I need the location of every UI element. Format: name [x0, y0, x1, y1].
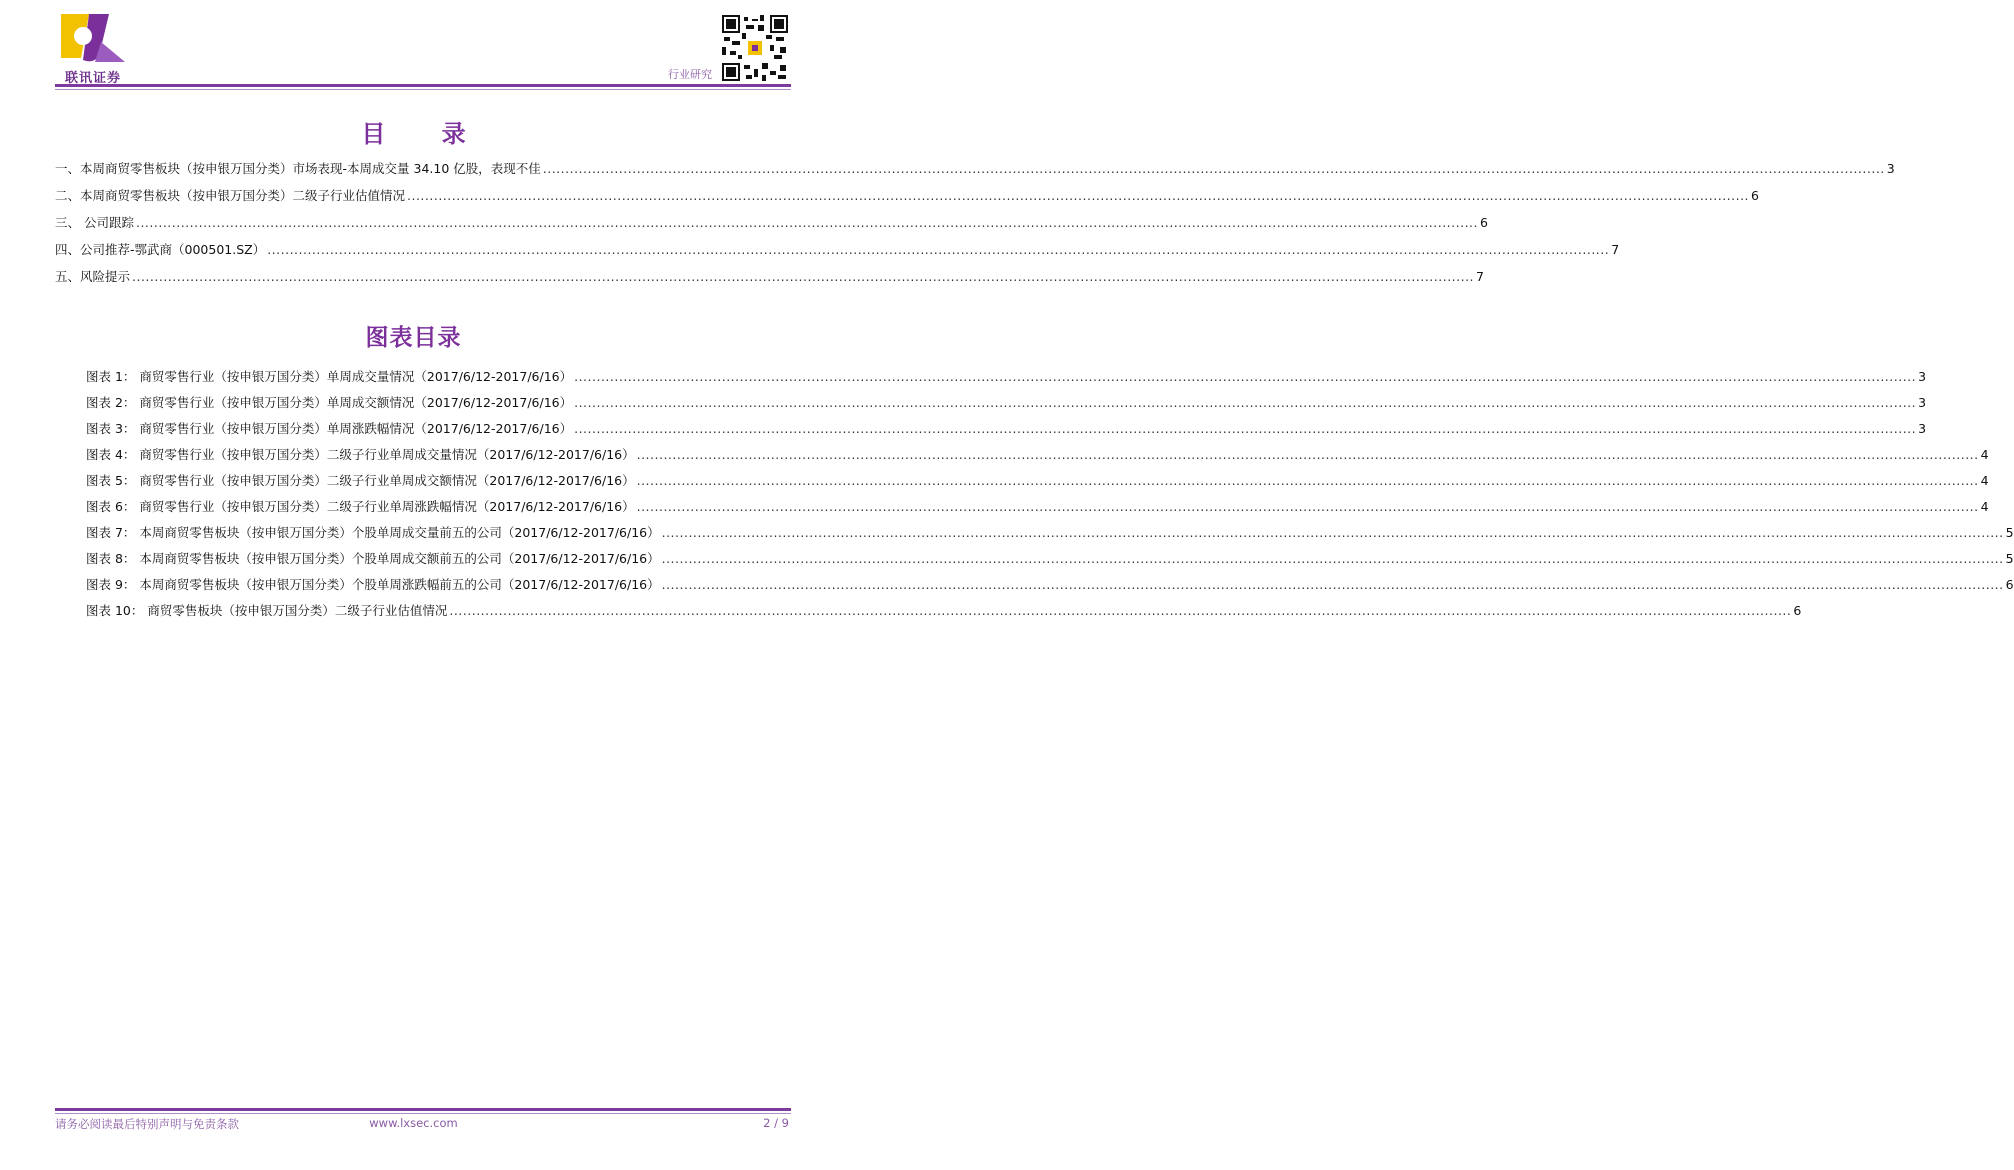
- figure-entry[interactable]: [86, 603, 1802, 619]
- dot-leader: ............................................................................................................................................................................................................................................................................................................: [661, 577, 2004, 592]
- figure-entry-page: 3: [1918, 369, 1927, 384]
- figure-entry[interactable]: [86, 395, 1927, 411]
- figure-entry[interactable]: [86, 577, 2014, 593]
- figure-entry[interactable]: [86, 551, 2014, 567]
- figure-entry-label: 图表 9： 本周商贸零售板块（按申银万国分类）个股单周涨跌幅前五的公司（2017/6/12-2017/6/16）: [86, 577, 660, 592]
- dot-leader: ............................................................................................................................................................................................................................................................................................................: [407, 188, 1750, 203]
- dot-leader: ............................................................................................................................................................................................................................................................................................................: [574, 421, 1917, 436]
- dot-leader: ............................................................................................................................................................................................................................................................................................................: [135, 215, 1479, 230]
- toc-entry-label: 二、本周商贸零售板块（按申银万国分类）二级子行业估值情况: [55, 188, 406, 203]
- figure-entry-page: 4: [1980, 447, 1989, 462]
- figure-entry[interactable]: [86, 369, 1927, 385]
- toc-entry[interactable]: [55, 269, 1484, 285]
- footer-website-link[interactable]: www.lxsec.com: [369, 1116, 458, 1130]
- dot-leader: ............................................................................................................................................................................................................................................................................................................: [267, 242, 1610, 257]
- dot-leader: ............................................................................................................................................................................................................................................................................................................: [661, 525, 2004, 540]
- dot-leader: ............................................................................................................................................................................................................................................................................................................: [636, 447, 1979, 462]
- logo-mark-icon: [59, 10, 127, 66]
- figure-entry-page: 6: [1793, 603, 1802, 618]
- figure-entry-label: 图表 1： 商贸零售行业（按申银万国分类）单周成交量情况（2017/6/12-2017/6/16）: [86, 369, 573, 384]
- dot-leader: ............................................................................................................................................................................................................................................................................................................: [132, 269, 1475, 284]
- footer-divider-thin: [55, 1113, 791, 1114]
- figure-entry[interactable]: [86, 499, 1989, 515]
- qr-code-icon: [722, 15, 788, 81]
- figure-entry-label: 图表 6： 商贸零售行业（按申银万国分类）二级子行业单周涨跌幅情况（2017/6/12-2017/6/16）: [86, 499, 635, 514]
- header-divider-thin: [55, 89, 791, 90]
- footer-divider: [55, 1108, 791, 1111]
- figure-entry-page: 5: [2005, 525, 2014, 540]
- figure-entry-label: 图表 10： 商贸零售板块（按申银万国分类）二级子行业估值情况: [86, 603, 448, 618]
- toc-entry-page: 7: [1476, 269, 1484, 284]
- footer-disclaimer: 请务必阅读最后特别声明与免责条款: [55, 1117, 239, 1131]
- dot-leader: ............................................................................................................................................................................................................................................................................................................: [574, 395, 1917, 410]
- figure-entry-page: 3: [1918, 421, 1927, 436]
- dot-leader: ............................................................................................................................................................................................................................................................................................................: [636, 499, 1979, 514]
- dot-leader: ............................................................................................................................................................................................................................................................................................................: [542, 161, 1885, 176]
- toc-entry[interactable]: [55, 215, 1488, 231]
- toc-entry-label: 五、风险提示: [55, 269, 131, 284]
- figure-entry-page: 3: [1918, 395, 1927, 410]
- figure-entry[interactable]: [86, 525, 2014, 541]
- toc-entry-page: 6: [1480, 215, 1488, 230]
- toc-entry-label: 四、公司推荐-鄂武商（000501.SZ）: [55, 242, 266, 257]
- figure-entry-label: 图表 2： 商贸零售行业（按申银万国分类）单周成交额情况（2017/6/12-2017/6/16）: [86, 395, 573, 410]
- toc-entry[interactable]: [55, 161, 1895, 177]
- toc-entry-page: 7: [1611, 242, 1620, 257]
- company-logo: [55, 10, 131, 84]
- figure-entry-label: 图表 7： 本周商贸零售板块（按申银万国分类）个股单周成交量前五的公司（2017/6/12-2017/6/16）: [86, 525, 660, 540]
- figure-entry[interactable]: [86, 447, 1989, 463]
- figure-entry-label: 图表 3： 商贸零售行业（按申银万国分类）单周涨跌幅情况（2017/6/12-2017/6/16）: [86, 421, 573, 436]
- figure-entry-label: 图表 8： 本周商贸零售板块（按申银万国分类）个股单周成交额前五的公司（2017/6/12-2017/6/16）: [86, 551, 660, 566]
- page-header: [0, 0, 827, 92]
- figure-entry-page: 6: [2005, 577, 2014, 592]
- footer-page-number: 2 / 9: [763, 1116, 789, 1130]
- figure-entry-label: 图表 5： 商贸零售行业（按申银万国分类）二级子行业单周成交额情况（2017/6/12-2017/6/16）: [86, 473, 635, 488]
- dot-leader: ............................................................................................................................................................................................................................................................................................................: [661, 551, 2004, 566]
- dot-leader: ............................................................................................................................................................................................................................................................................................................: [449, 603, 1792, 618]
- toc-title: 目 录: [361, 119, 490, 148]
- toc-entry-page: 6: [1751, 188, 1759, 203]
- toc-entry[interactable]: [55, 188, 1759, 204]
- figure-entry-page: 5: [2005, 551, 2014, 566]
- header-divider: [55, 84, 791, 87]
- dot-leader: ............................................................................................................................................................................................................................................................................................................: [574, 369, 1917, 384]
- toc-entry-label: 一、本周商贸零售板块（按申银万国分类）市场表现-本周成交量 34.10 亿股，表现不佳: [55, 161, 541, 176]
- toc-entry-label: 三、 公司跟踪: [55, 215, 134, 230]
- figure-entry[interactable]: [86, 421, 1927, 437]
- toc-entry-page: 3: [1886, 161, 1895, 176]
- figure-entry-label: 图表 4： 商贸零售行业（按申银万国分类）二级子行业单周成交量情况（2017/6/12-2017/6/16）: [86, 447, 635, 462]
- section-label: 行业研究: [668, 68, 712, 81]
- figure-list-title: 图表目录: [365, 324, 462, 351]
- dot-leader: ............................................................................................................................................................................................................................................................................................................: [636, 473, 1979, 488]
- figure-entry-page: 4: [1980, 499, 1989, 514]
- figure-entry[interactable]: [86, 473, 1989, 489]
- toc-entry[interactable]: [55, 242, 1620, 258]
- figure-entry-page: 4: [1980, 473, 1989, 488]
- logo-text: 联讯证券: [64, 71, 121, 86]
